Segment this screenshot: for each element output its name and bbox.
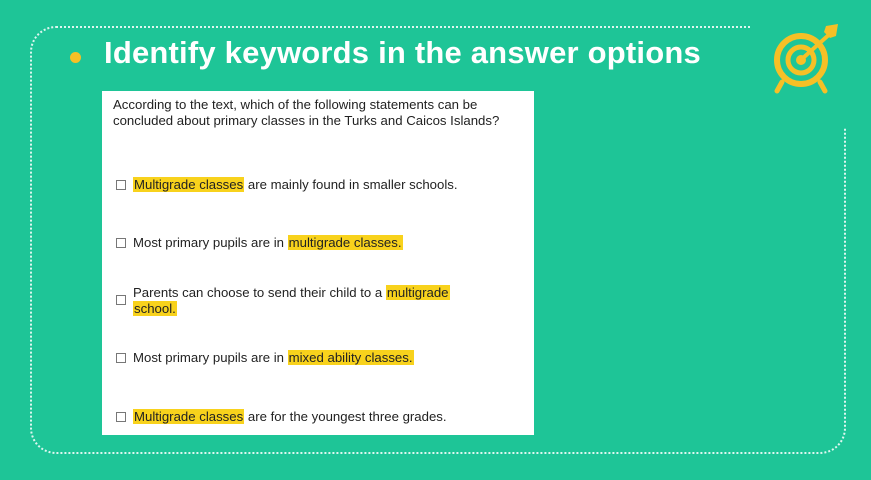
option-text: Multigrade classes are mainly found in smaller schools. xyxy=(134,177,458,192)
option-checkbox[interactable] xyxy=(116,412,126,422)
option-2[interactable] xyxy=(116,235,513,251)
option-checkbox[interactable] xyxy=(116,180,126,190)
question-card xyxy=(102,91,534,435)
keyword-highlight: Multigrade classes xyxy=(134,409,244,424)
option-text: Multigrade classes are for the youngest three grades. xyxy=(134,409,447,424)
keyword-highlight: Multigrade classes xyxy=(134,177,244,192)
keyword-highlight: multigrade classes. xyxy=(288,235,402,250)
keyword-highlight: school. xyxy=(134,301,176,316)
question-line-1: According to the text, which of the following statements can be xyxy=(113,97,478,112)
page-title: Identify keywords in the answer options xyxy=(104,35,701,70)
option-1[interactable] xyxy=(116,177,513,193)
target-arrow-icon xyxy=(768,22,846,94)
option-checkbox[interactable] xyxy=(116,353,126,363)
option-text: Parents can choose to send their child to a multigrade school. xyxy=(133,285,449,316)
option-checkbox[interactable] xyxy=(116,295,126,305)
question-text xyxy=(113,97,533,129)
bullet-dot xyxy=(70,52,81,63)
option-4[interactable] xyxy=(116,350,513,366)
question-line-2: concluded about primary classes in the Turks and Caicos Islands? xyxy=(113,113,500,128)
option-checkbox[interactable] xyxy=(116,238,126,248)
option-text: Most primary pupils are in multigrade classes. xyxy=(133,235,402,250)
keyword-highlight: multigrade xyxy=(386,285,449,300)
option-3[interactable] xyxy=(116,285,513,317)
option-text: Most primary pupils are in mixed ability classes. xyxy=(133,350,413,365)
keyword-highlight: mixed ability classes. xyxy=(288,350,413,365)
option-5[interactable] xyxy=(116,409,513,425)
